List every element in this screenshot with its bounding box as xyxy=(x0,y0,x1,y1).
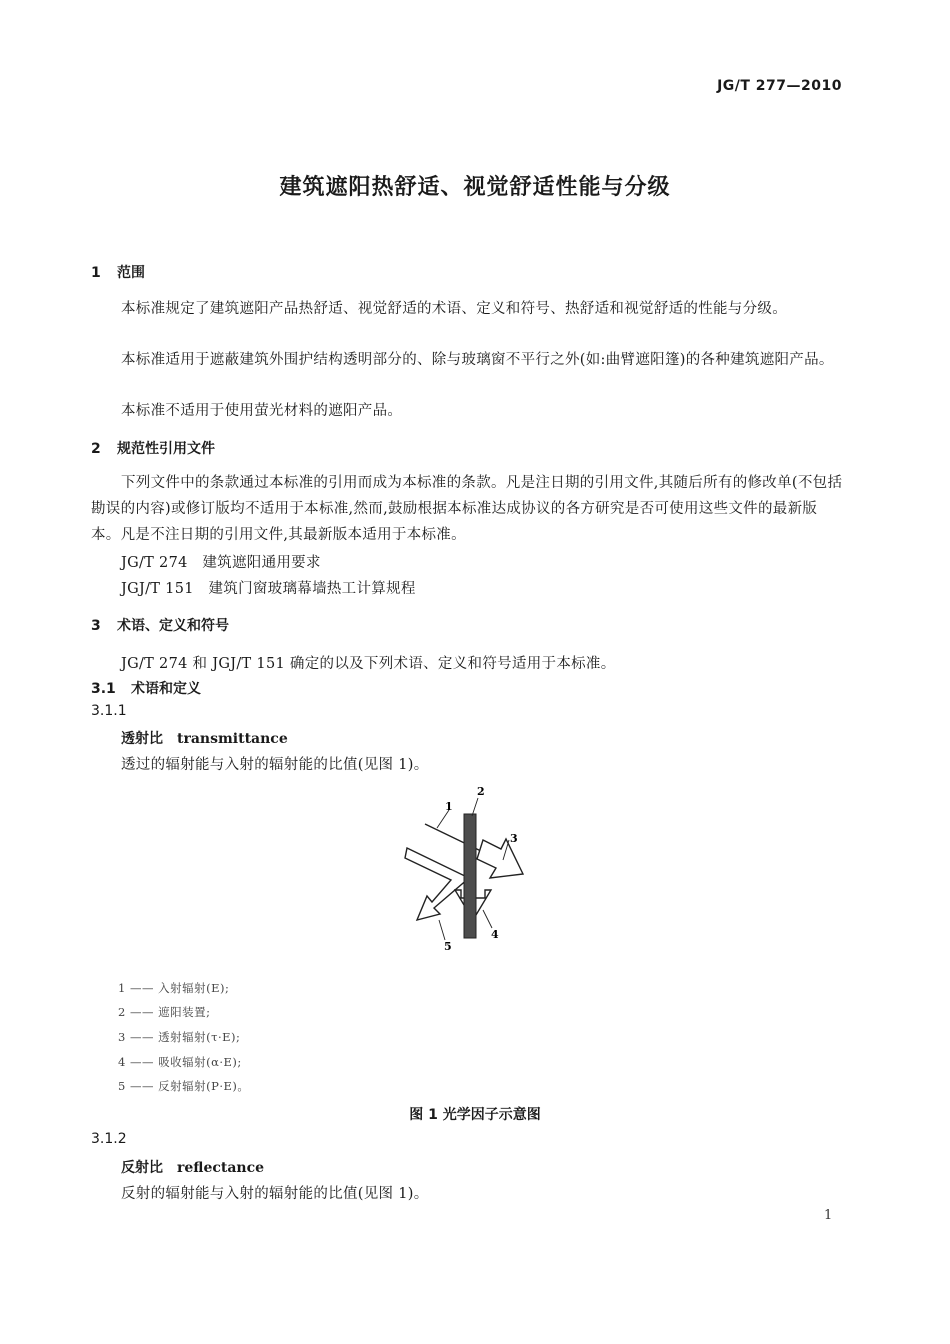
reference-item: JGJ/T 151 建筑门窗玻璃幕墙热工计算规程 xyxy=(121,581,416,597)
section-3-title: 术语、定义和符号 xyxy=(117,618,229,634)
reflected-ray-arrow xyxy=(405,848,469,920)
term-1-en: transmittance xyxy=(177,731,288,747)
term-1-number: 3.1.1 xyxy=(91,703,127,719)
section-1-paragraph-2: 本标准适用于遮蔽建筑外围护结构透明部分的、除与玻璃窗不平行之外(如:曲臂遮阳篷)的各种建筑遮阳产品。 xyxy=(121,352,834,368)
label-2-leader xyxy=(472,798,478,816)
figure-legend-item: 4 —— 吸收辐射(α·E); xyxy=(118,1055,242,1069)
diagram-label: 1 xyxy=(445,800,453,813)
figure-caption: 图 1 光学因子示意图 xyxy=(409,1107,541,1123)
shading-device-bar xyxy=(464,814,476,938)
term-2-number: 3.1.2 xyxy=(91,1131,127,1147)
section-3-heading xyxy=(91,615,229,635)
section-2-title: 规范性引用文件 xyxy=(117,441,215,457)
diagram-label: 5 xyxy=(444,940,452,953)
section-2-number: 2 xyxy=(91,441,101,457)
section-1-paragraph-3: 本标准不适用于使用萤光材料的遮阳产品。 xyxy=(121,403,403,419)
subsection-3-1-heading xyxy=(91,678,201,698)
diagram-label: 2 xyxy=(477,785,485,798)
figure-legend-item: 5 —— 反射辐射(P·E)。 xyxy=(118,1079,250,1093)
term-1-definition: 透过的辐射能与入射的辐射能的比值(见图 1)。 xyxy=(121,757,429,773)
diagram-label: 4 xyxy=(491,928,499,941)
subsection-3-1-number: 3.1 xyxy=(91,681,116,697)
figure-legend-item: 1 —— 入射辐射(E); xyxy=(118,981,230,995)
term-1-heading xyxy=(121,728,288,748)
section-1-title: 范围 xyxy=(117,265,145,281)
section-1-number: 1 xyxy=(91,265,101,281)
term-2-en: reflectance xyxy=(177,1160,265,1176)
figure-legend-item: 2 —— 遮阳装置; xyxy=(118,1005,211,1019)
subsection-3-1-title: 术语和定义 xyxy=(131,681,201,697)
section-1-paragraph-1: 本标准规定了建筑遮阳产品热舒适、视觉舒适的术语、定义和符号、热舒适和视觉舒适的性能与分级。 xyxy=(121,301,787,317)
standard-code: JG/T 277—2010 xyxy=(717,78,842,94)
term-2-heading xyxy=(121,1157,264,1177)
page-number: 1 xyxy=(824,1208,833,1223)
section-3-number: 3 xyxy=(91,618,101,634)
section-3-intro: JG/T 274 和 JGJ/T 151 确定的以及下列术语、定义和符号适用于本标准。 xyxy=(121,656,616,672)
figure-legend-item: 3 —— 透射辐射(τ·E); xyxy=(118,1030,241,1044)
section-1-heading xyxy=(91,262,145,282)
term-1-zh: 透射比 xyxy=(121,731,163,747)
section-2-paragraph: 下列文件中的条款通过本标准的引用而成为本标准的条款。凡是注日期的引用文件,其随后所有的修改单(不包括勘误的内容)或修订版均不适用于本标准,然而,鼓励根据本标准达成协议的各方研究是否可使用这些文件的最新版本。凡是不注日期的引用文件,其最新版本适用于本标准。 xyxy=(91,475,843,543)
diagram-label: 3 xyxy=(510,832,518,845)
label-4-leader xyxy=(483,910,492,928)
optical-factor-diagram xyxy=(395,780,555,960)
reference-item: JG/T 274 建筑遮阳通用要求 xyxy=(121,555,321,571)
label-5-leader xyxy=(439,920,445,940)
term-2-zh: 反射比 xyxy=(121,1160,163,1176)
term-2-definition: 反射的辐射能与入射的辐射能的比值(见图 1)。 xyxy=(121,1186,429,1202)
document-title: 建筑遮阳热舒适、视觉舒适性能与分级 xyxy=(279,175,671,200)
section-2-heading xyxy=(91,438,215,458)
